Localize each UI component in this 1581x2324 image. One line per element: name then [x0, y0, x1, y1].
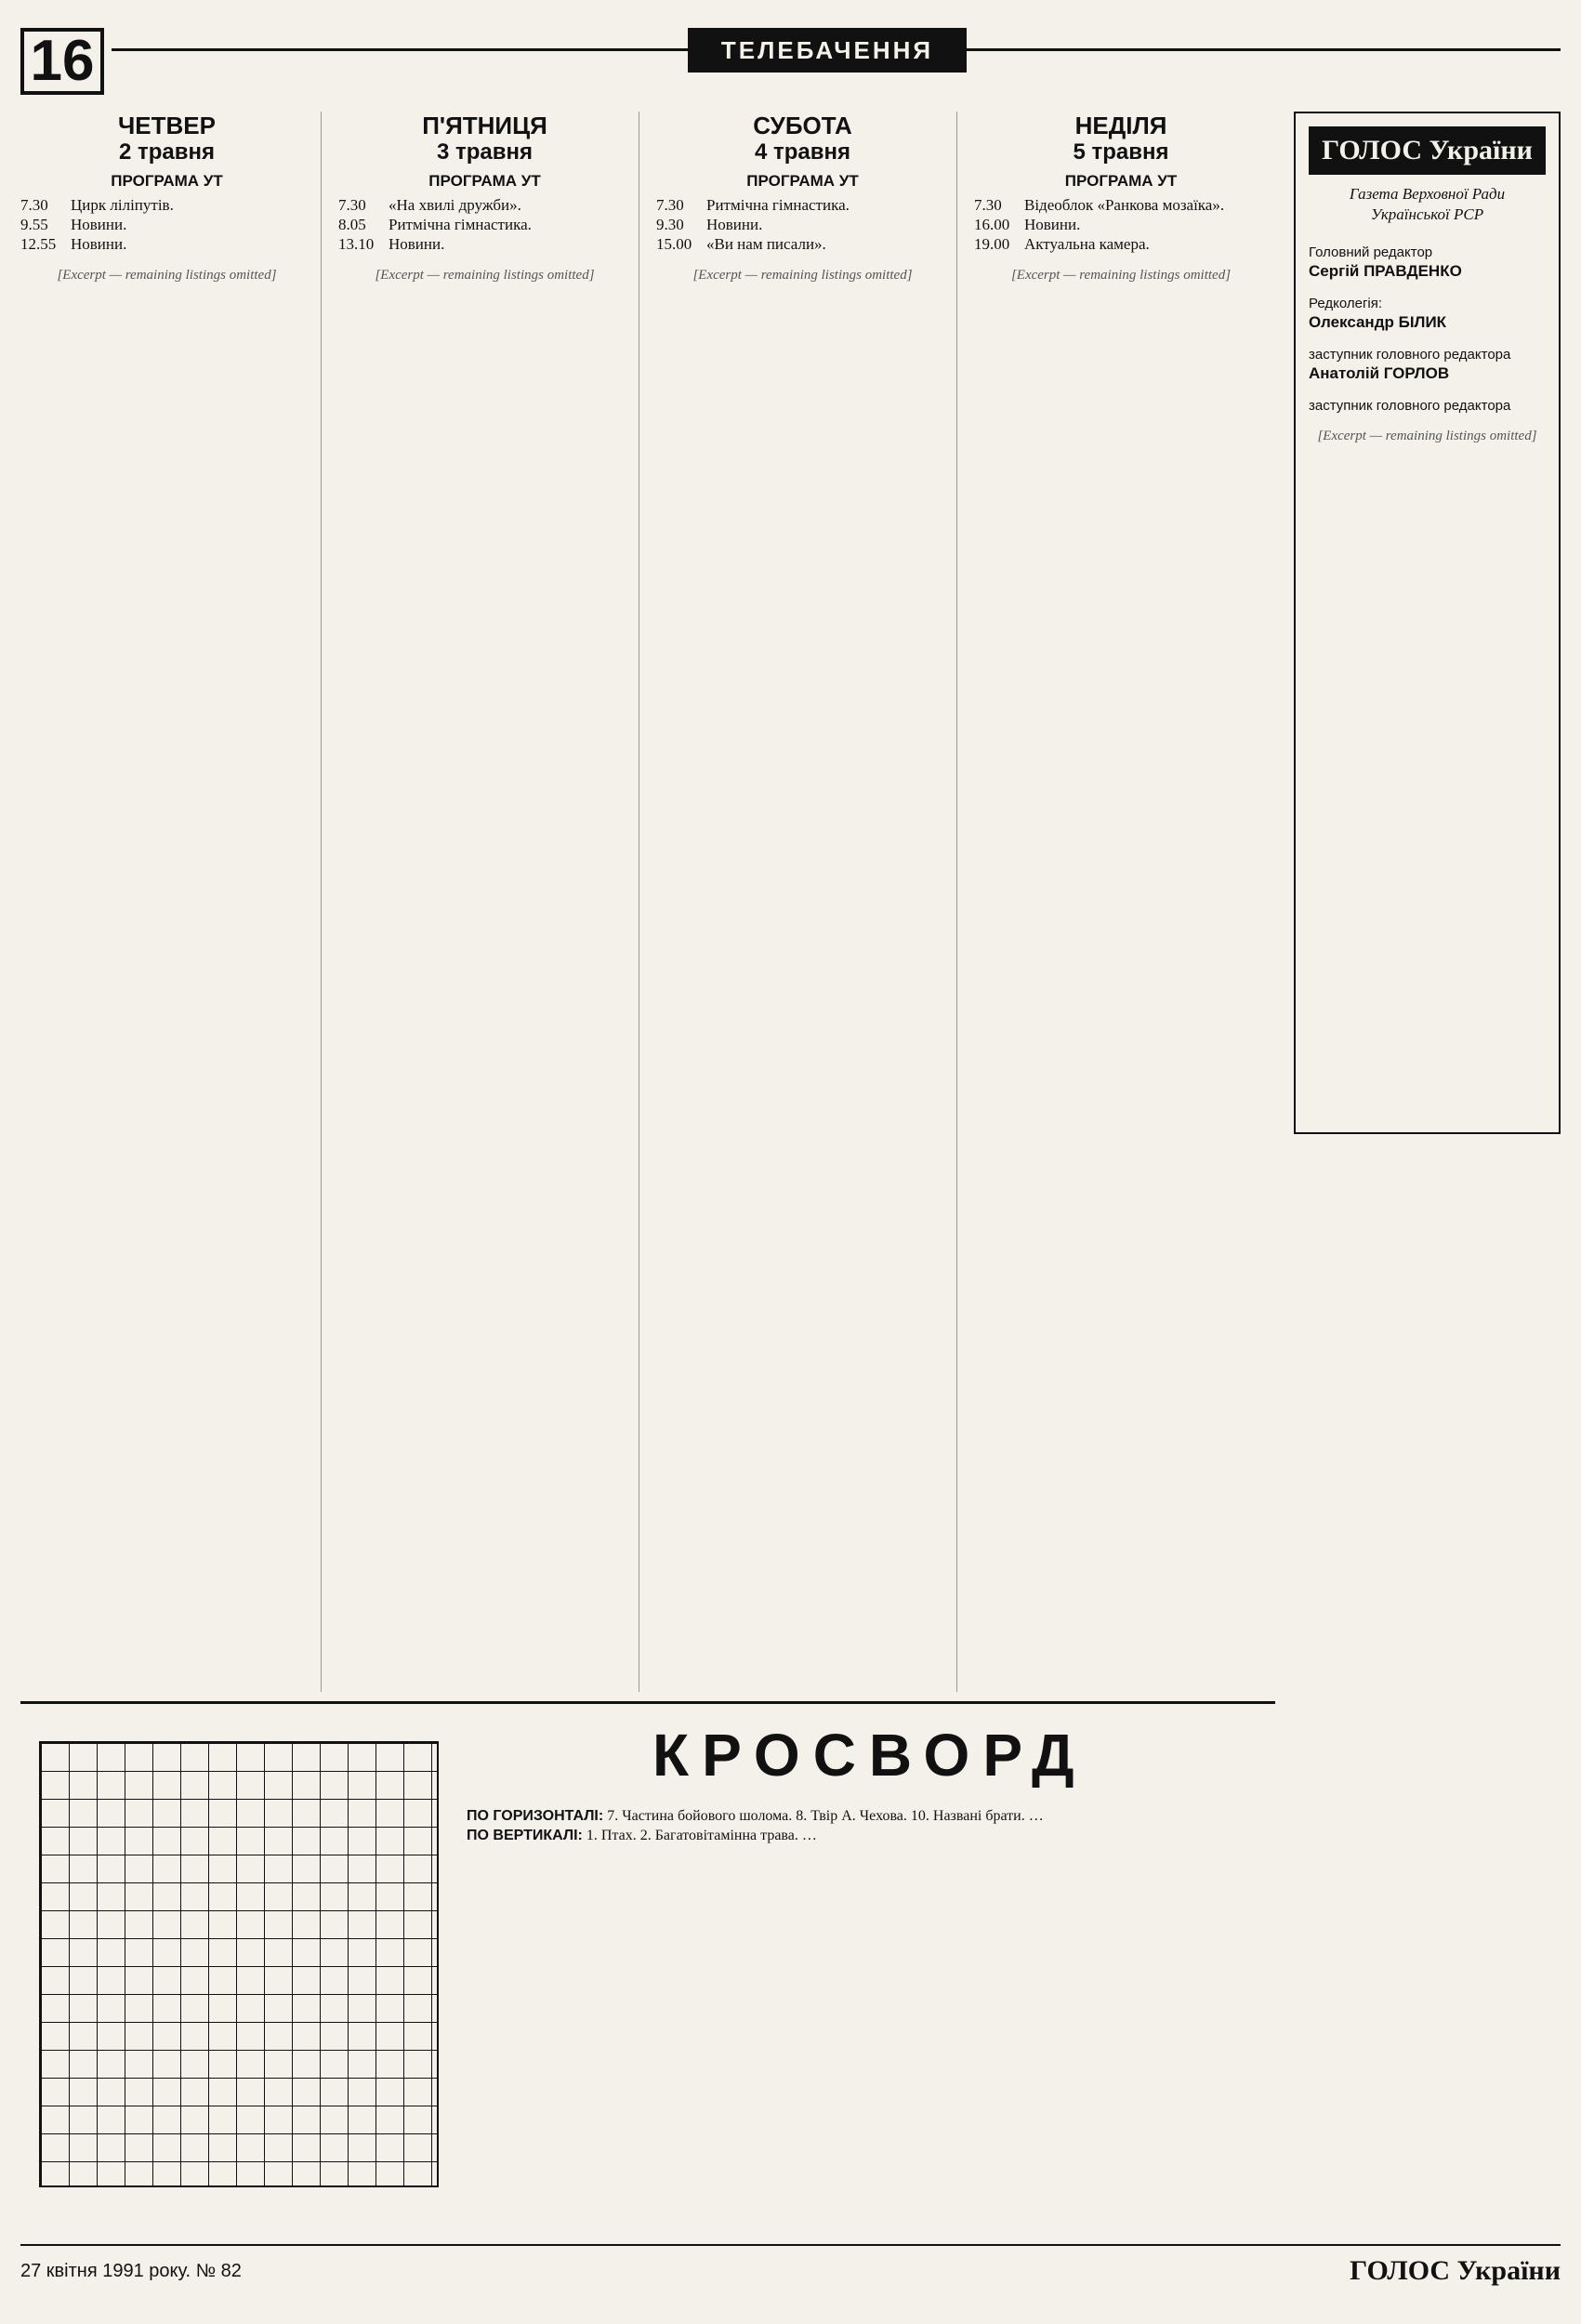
horizontal-clues: 7. Частина бойового шолома. 8. Твір А. Чехова. 10. Названі брати. … [607, 1808, 1044, 1824]
program-entry [20, 195, 313, 215]
day-date: 5 травня [1073, 139, 1169, 165]
program-entry [338, 234, 631, 254]
program-time: 7.30 [338, 196, 366, 214]
excerpt-note: [Excerpt — remaining listings omitted] [1010, 268, 1232, 283]
masthead-tagline: Газета Верховної Ради Української РСР [1349, 185, 1506, 223]
board-member-name: Олександр БІЛИК [1309, 313, 1447, 331]
crossword-section [20, 1701, 1275, 2222]
program-title: Новини. [389, 235, 445, 253]
day-name: НЕДІЛЯ [1074, 112, 1167, 139]
program-entry [974, 195, 1268, 215]
board-member-role: заступник головного редактора [1309, 347, 1511, 363]
chief-editor-label: Головний редактор [1309, 244, 1433, 260]
page-footer [20, 2244, 1561, 2296]
crossword-grid[interactable] [39, 1741, 439, 2187]
vertical-clues: 1. Птах. 2. Багатовітамінна трава. … [586, 1828, 817, 1843]
day-name: П'ЯТНИЦЯ [422, 112, 547, 139]
program-entry [974, 215, 1268, 234]
issue-date: 27 квітня 1991 року. № 82 [20, 2260, 242, 2281]
channel-heading: ПРОГРАМА УТ [746, 172, 859, 190]
day-name: ЧЕТВЕР [118, 112, 216, 139]
board-member-name: Анатолій ГОРЛОВ [1309, 364, 1450, 382]
program-title: Новини. [71, 235, 127, 253]
program-entry [656, 195, 949, 215]
program-title: Новини. [71, 216, 127, 233]
day-column-saturday [656, 112, 957, 1692]
program-entry [338, 195, 631, 215]
day-column-friday [338, 112, 639, 1692]
channel-heading: ПРОГРАМА УТ [111, 172, 223, 190]
masthead-box [1294, 112, 1561, 1134]
program-title: Відеоблок «Ранкова мозаїка». [1024, 196, 1225, 214]
program-title: Цирк ліліпутів. [71, 196, 174, 214]
program-entry [974, 234, 1268, 254]
crossword-clues [467, 1806, 1257, 1845]
excerpt-note: [Excerpt — remaining listings omitted] [692, 268, 913, 283]
program-time: 15.00 [656, 235, 692, 253]
excerpt-note: [Excerpt — remaining listings omitted] [375, 268, 595, 283]
day-column-sunday [974, 112, 1275, 1692]
vertical-clues-label: ПО ВЕРТИКАЛІ: [467, 1828, 583, 1843]
board-member-role: заступник головного редактора [1309, 398, 1511, 414]
program-time: 7.30 [974, 196, 1002, 214]
program-entry [656, 215, 949, 234]
day-date: 2 травня [118, 139, 216, 165]
program-title: Ритмічна гімнастика. [389, 216, 532, 233]
channel-heading: ПРОГРАМА УТ [428, 172, 541, 190]
program-entry [338, 215, 631, 234]
day-column-thursday [20, 112, 322, 1692]
crossword-title: КРОСВОРД [652, 1722, 1087, 1789]
day-name: СУБОТА [753, 112, 852, 139]
day-date: 3 травня [436, 139, 534, 165]
program-time: 9.55 [20, 216, 48, 233]
chief-editor-name: Сергій ПРАВДЕНКО [1309, 262, 1462, 280]
page-number: 16 [20, 28, 104, 95]
program-time: 19.00 [974, 235, 1010, 253]
footer-logo: ГОЛОС України [1350, 2255, 1561, 2286]
day-date: 4 травня [754, 139, 851, 165]
program-entry [20, 215, 313, 234]
section-rubric: ТЕЛЕБАЧЕННЯ [688, 28, 967, 73]
program-time: 12.55 [20, 235, 57, 253]
excerpt-note: [Excerpt — remaining listings omitted] [57, 268, 277, 283]
tv-listings [20, 112, 1275, 1692]
program-time: 7.30 [20, 196, 48, 214]
program-time: 9.30 [656, 216, 684, 233]
newspaper-logo: ГОЛОС України [1309, 126, 1546, 175]
program-title: «На хвилі дружби». [389, 196, 521, 214]
excerpt-note: [Excerpt — remaining listings omitted] [1317, 429, 1537, 443]
channel-heading: ПРОГРАМА УТ [1064, 172, 1178, 190]
program-title: Ритмічна гімнастика. [706, 196, 850, 214]
program-title: «Ви нам писали». [706, 235, 826, 253]
program-title: Новини. [1024, 216, 1081, 233]
program-title: Актуальна камера. [1024, 235, 1150, 253]
program-time: 7.30 [656, 196, 684, 214]
program-time: 16.00 [974, 216, 1010, 233]
horizontal-clues-label: ПО ГОРИЗОНТАЛІ: [467, 1808, 604, 1824]
program-entry [656, 234, 949, 254]
program-entry [20, 234, 313, 254]
program-time: 13.10 [338, 235, 375, 253]
editorial-board-label: Редколегія: [1309, 296, 1383, 311]
program-time: 8.05 [338, 216, 366, 233]
program-title: Новини. [706, 216, 763, 233]
